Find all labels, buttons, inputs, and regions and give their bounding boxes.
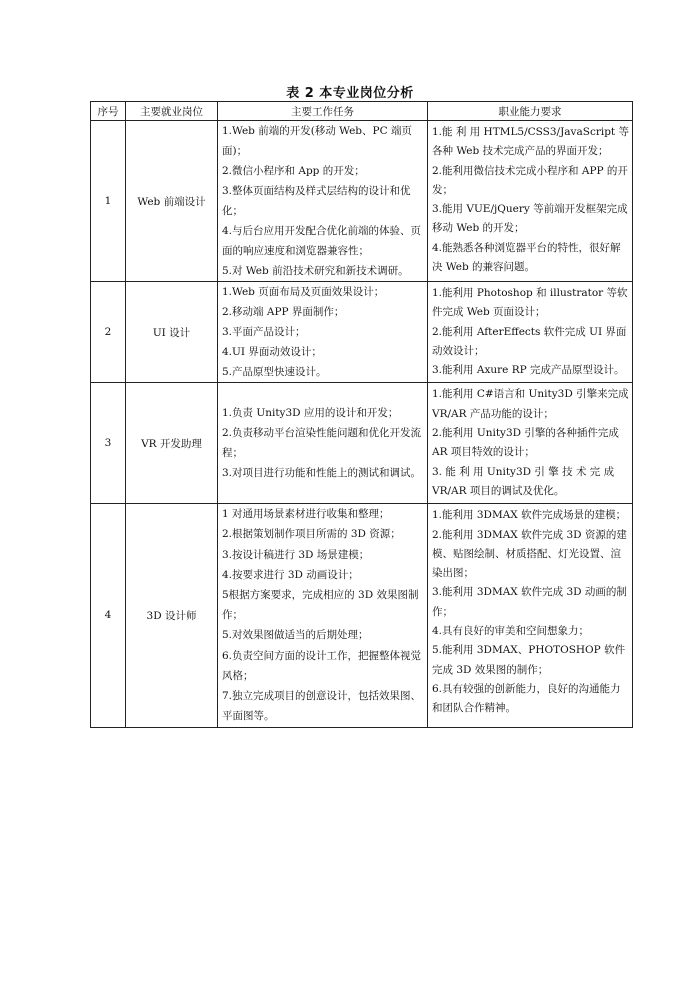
row-position: VR 开发助理	[126, 383, 218, 504]
row-tasks	[218, 383, 428, 504]
ability-item: 1.能 利 用 HTML5/CSS3/JavaScript 等各种 Web 技术完成产品的界面开发；	[432, 126, 629, 158]
header-no: 序号	[91, 102, 126, 121]
task-item: 1 对通用场景素材进行收集和整理；	[222, 508, 390, 521]
task-item: 2.根据策划制作项目所需的 3D 资源；	[222, 528, 401, 541]
ability-item: 2.能利用 3DMAX 软件完成 3D 资源的建模、贴图绘制、材质搭配、灯光设置、渲染出图；	[432, 528, 627, 580]
header-position: 主要就业岗位	[126, 102, 218, 121]
row-tasks	[218, 121, 428, 282]
row-no: 1	[91, 121, 126, 282]
ability-item: 3.能利用 Axure RP 完成产品原型设计。	[432, 364, 625, 377]
task-item: 4.UI 界面动效设计；	[222, 346, 322, 359]
row-no: 4	[91, 504, 126, 727]
table-row	[91, 282, 633, 383]
task-item: 1.Web 前端的开发(移动 Web、PC 端页面)；	[222, 125, 412, 157]
header-abilities: 职业能力要求	[428, 102, 633, 121]
row-position: Web 前端设计	[126, 121, 218, 282]
task-item: 6.负责空间方面的设计工作，把握整体视觉风格；	[222, 649, 422, 682]
task-item: 4.与后台应用开发配合优化前端的体验、页面的响应速度和浏览器兼容性；	[222, 225, 422, 257]
task-item: 3.平面产品设计；	[222, 326, 306, 339]
ability-item: 4.能熟悉各种浏览器平台的特性，很好解决 Web 的兼容问题。	[432, 241, 621, 274]
ability-item: 3. 能 利 用 Unity3D 引 擎 技 术 完 成 VR/AR 项目的调试及优化。	[432, 465, 615, 497]
task-item: 2.微信小程序和 App 的开发；	[222, 165, 365, 177]
row-tasks	[218, 282, 428, 383]
job-analysis-table	[90, 101, 633, 728]
task-item: 3.按设计稿进行 3D 场景建模；	[222, 548, 370, 561]
header-row	[91, 102, 633, 121]
header-tasks: 主要工作任务	[218, 102, 428, 121]
ability-item: 4.具有良好的审美和空间想象力；	[432, 625, 590, 638]
ability-item: 1.能利用 3DMAX 软件完成场景的建模；	[432, 509, 627, 522]
row-position: 3D 设计师	[126, 504, 218, 727]
row-abilities	[428, 504, 633, 727]
row-no: 2	[91, 282, 126, 383]
task-item: 1.Web 页面布局及页面效果设计；	[222, 286, 385, 299]
ability-item: 3.能用 VUE/jQuery 等前端开发框架完成移动 Web 的开发；	[432, 203, 628, 235]
row-abilities	[428, 121, 633, 282]
table-row	[91, 383, 633, 504]
row-position: UI 设计	[126, 282, 218, 383]
row-abilities	[428, 282, 633, 383]
ability-item: 2.能利用 AfterEffects 软件完成 UI 界面动效设计；	[432, 325, 627, 357]
task-item: 7.独立完成项目的创意设计，包括效果图、平面图等。	[222, 690, 422, 723]
table-row	[91, 504, 633, 727]
ability-item: 2.能利用微信技术完成小程序和 APP 的开发；	[432, 164, 628, 196]
task-item: 3.整体页面结构及样式层结构的设计和优化；	[222, 185, 411, 217]
task-item: 2.移动端 APP 界面制作；	[222, 306, 345, 319]
ability-item: 1.能利用 C#语言和 Unity3D 引擎来完成 VR/AR 产品功能的设计；	[432, 388, 629, 420]
task-item: 5根据方案要求，完成相应的 3D 效果图制作；	[222, 589, 419, 622]
row-no: 3	[91, 383, 126, 504]
task-item: 5.对 Web 前沿技术研究和新技术调研。	[222, 265, 409, 277]
table-title: 表 2 本专业岗位分析	[286, 86, 414, 101]
ability-item: 1.能利用 Photoshop 和 illustrator 等软件完成 Web 页面设计；	[432, 287, 628, 319]
ability-item: 5.能利用 3DMAX、PHOTOSHOP 软件完成 3D 效果图的制作；	[432, 644, 626, 676]
row-abilities	[428, 383, 633, 504]
task-item: 3.对项目进行功能和性能上的测试和调试。	[222, 467, 422, 480]
task-item: 1.负责 Unity3D 应用的设计和开发；	[222, 407, 399, 420]
ability-item: 3.能利用 3DMAX 软件完成 3D 动画的制作；	[432, 586, 627, 618]
task-item: 4.按要求进行 3D 动画设计；	[222, 568, 359, 581]
ability-item: 2.能利用 Unity3D 引擎的各种插件完成 AR 项目特效的设计；	[432, 427, 619, 459]
ability-item: 6.具有较强的创新能力，良好的沟通能力和团队合作精神。	[432, 682, 621, 715]
table-row	[91, 121, 633, 282]
row-tasks	[218, 504, 428, 727]
task-item: 2.负责移动平台渲染性能问题和优化开发流程；	[222, 427, 422, 460]
task-item: 5.产品原型快速设计。	[222, 366, 327, 379]
task-item: 5.对效果图做适当的后期处理；	[222, 629, 369, 642]
